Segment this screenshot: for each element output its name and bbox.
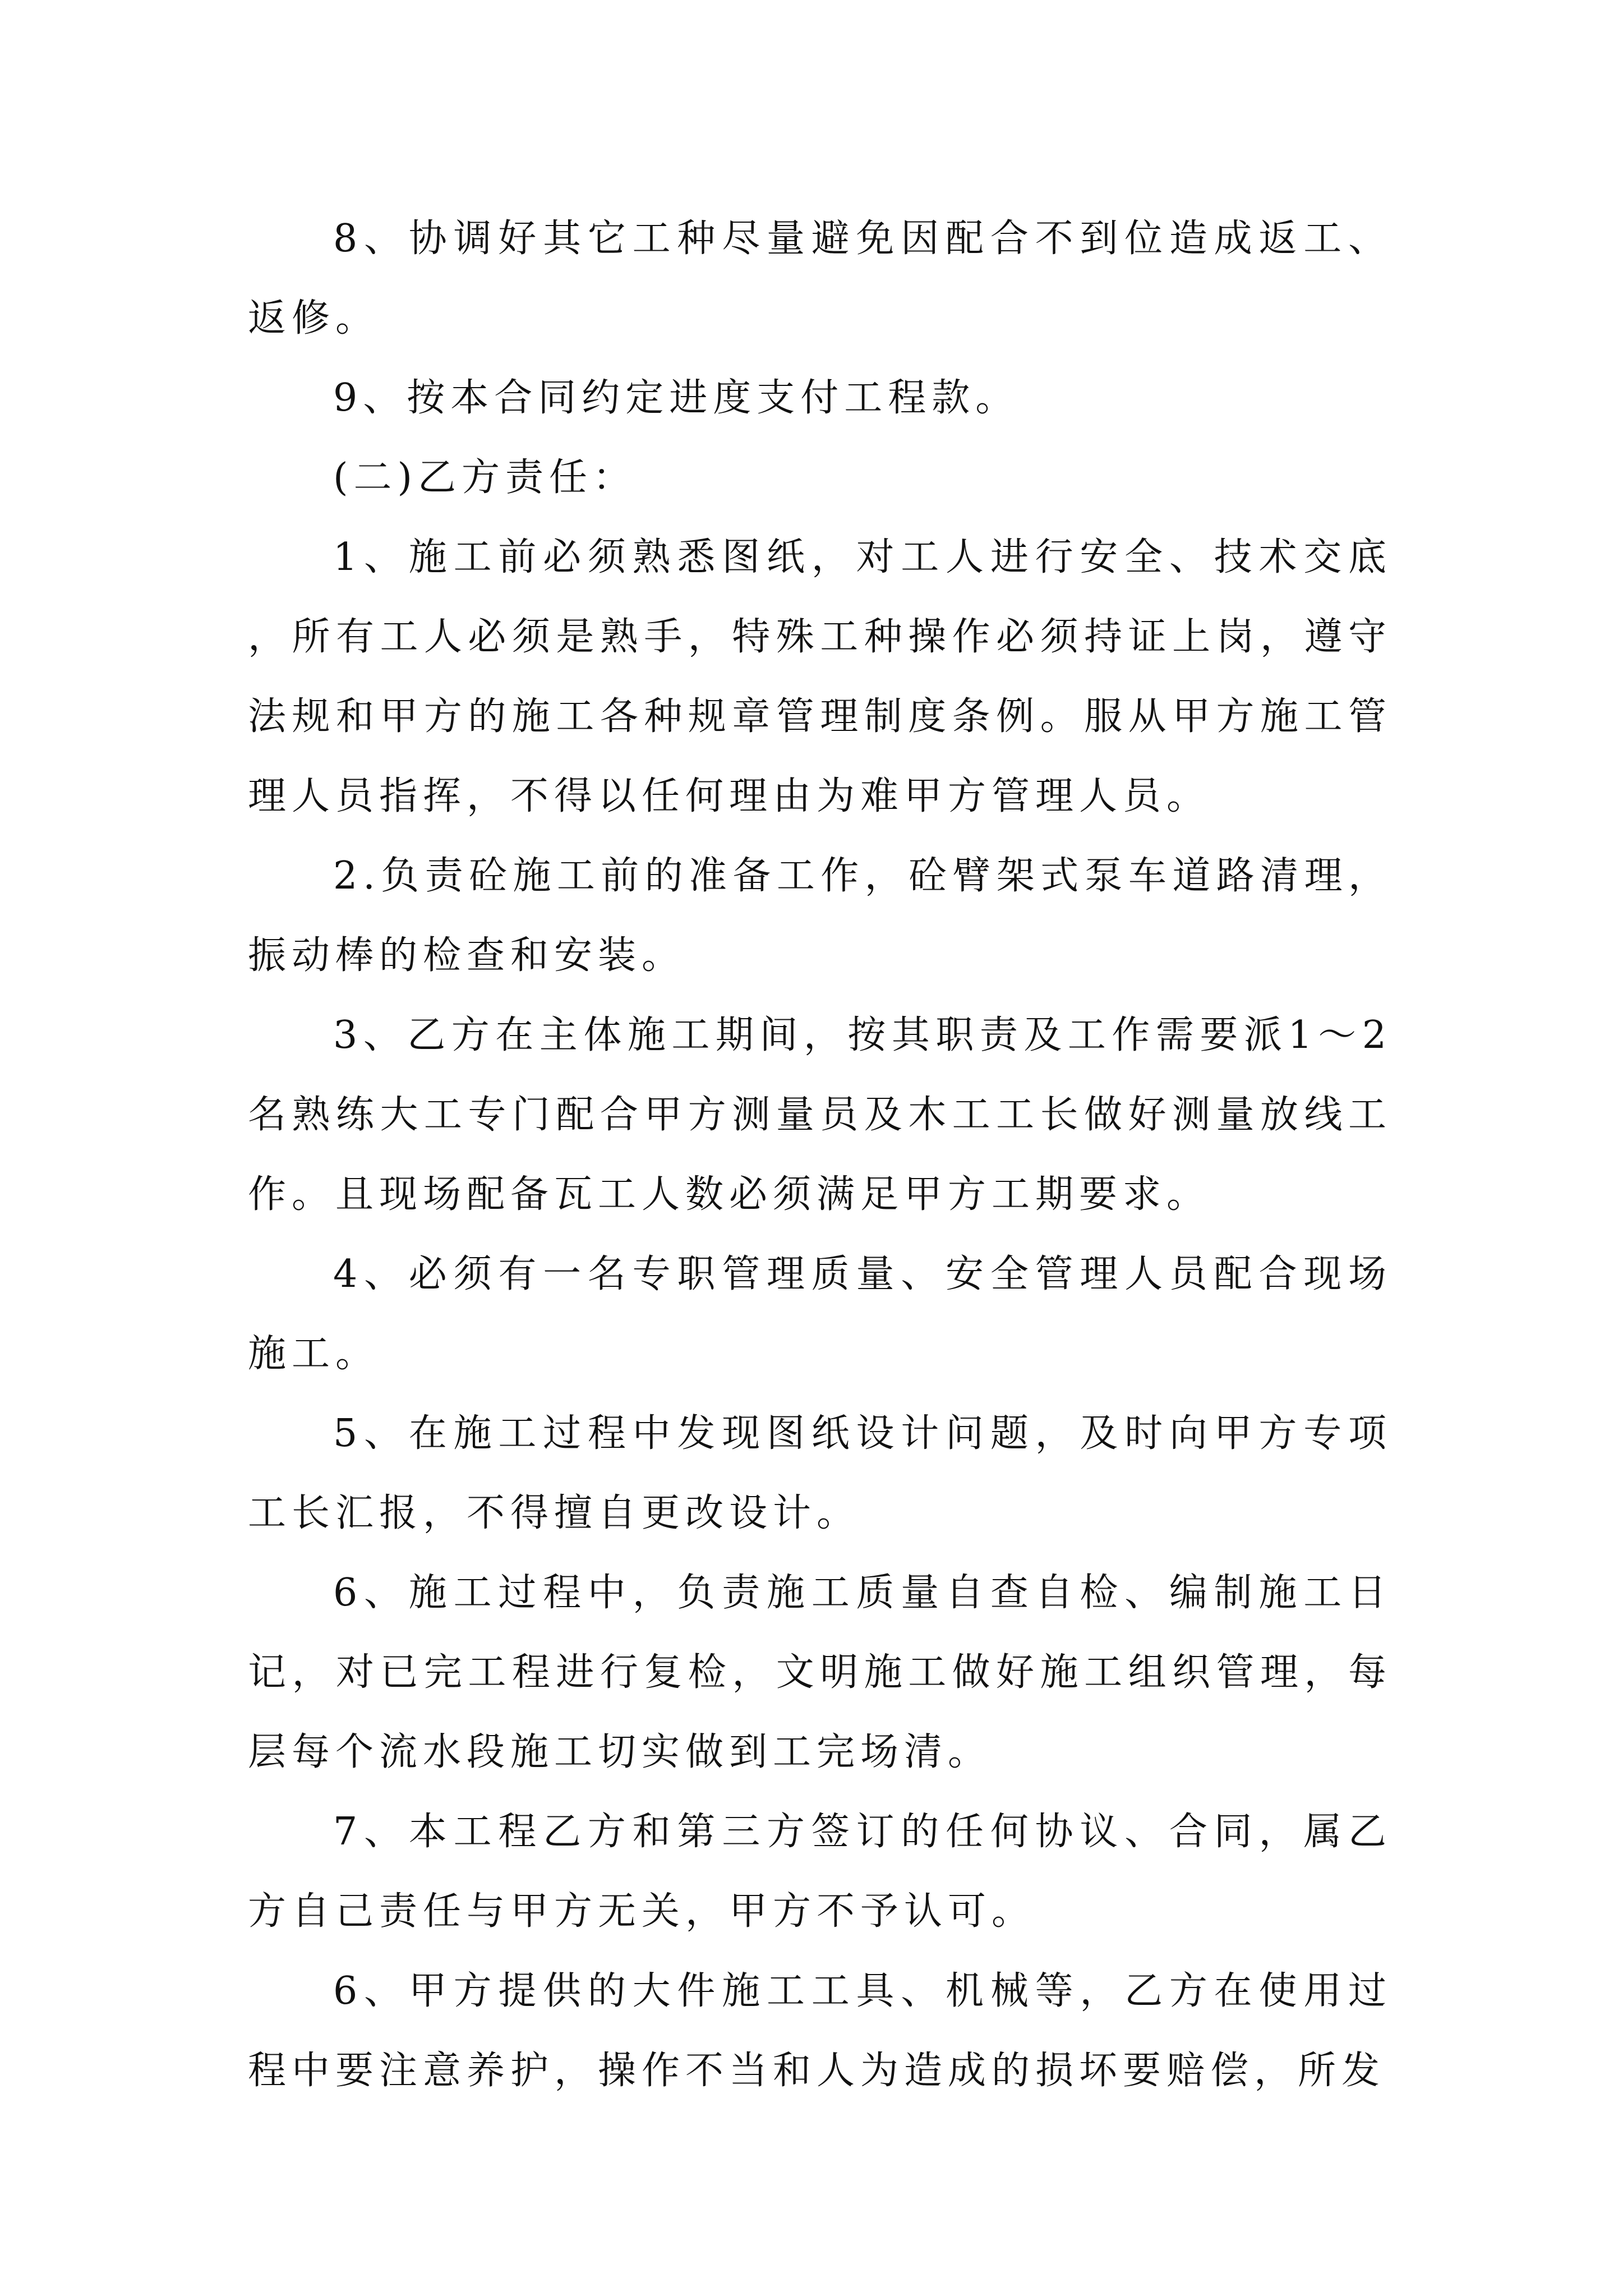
paragraph-item-8-coordination: 8、协调好其它工种尽量避免因配合不到位造成返工、返修。 (248, 217, 1392, 341)
paragraph-item-3-surveying-staff: 3、乙方在主体施工期间，按其职责及工作需要派1～2名熟练大工专门配合甲方测量员及木工工长做好测量放线工作。且现场配备瓦工人数必须满足甲方工期要求。 (248, 1013, 1392, 1217)
paragraph-item-5-design-issues: 5、在施工过程中发现图纸设计问题，及时向甲方专项工长汇报，不得擅自更改设计。 (248, 1411, 1392, 1535)
paragraph-item-7-third-party-agreements: 7、本工程乙方和第三方签订的任何协议、合同，属乙方自己责任与甲方无关，甲方不予认可。 (248, 1810, 1392, 1934)
paragraph-item-6-self-inspection: 6、施工过程中，负责施工质量自查自检、编制施工日记，对已完工程进行复检，文明施工做好施工组织管理，每层每个流水段施工切实做到工完场清。 (248, 1571, 1392, 1774)
paragraph-item-6-equipment-maintenance: 6、甲方提供的大件施工工具、机械等，乙方在使用过程中要注意养护，操作不当和人为造成的损坏要赔偿，所发 (248, 1969, 1392, 2093)
paragraph-item-4-quality-safety-manager: 4、必须有一名专职管理质量、安全管理人员配合现场施工。 (248, 1252, 1392, 1376)
paragraph-item-9-payment: 9、按本合同约定进度支付工程款。 (333, 376, 1020, 420)
paragraph-item-1-drawings-and-safety: 1、施工前必须熟悉图纸，对工人进行安全、技术交底，所有工人必须是熟手，特殊工种操作必须持证上岗，遵守法规和甲方的施工各种规章管理制度条例。服从甲方施工管理人员指挥，不得以任何理由为难甲方管理人员。 (248, 535, 1392, 818)
section-heading-party-b-responsibilities: (二)乙方责任： (333, 455, 637, 500)
paragraph-item-2-concrete-preparation: 2.负责砼施工前的准备工作，砼臂架式泵车道路清理，振动棒的检查和安装。 (248, 854, 1392, 978)
document-body (248, 199, 1392, 2111)
